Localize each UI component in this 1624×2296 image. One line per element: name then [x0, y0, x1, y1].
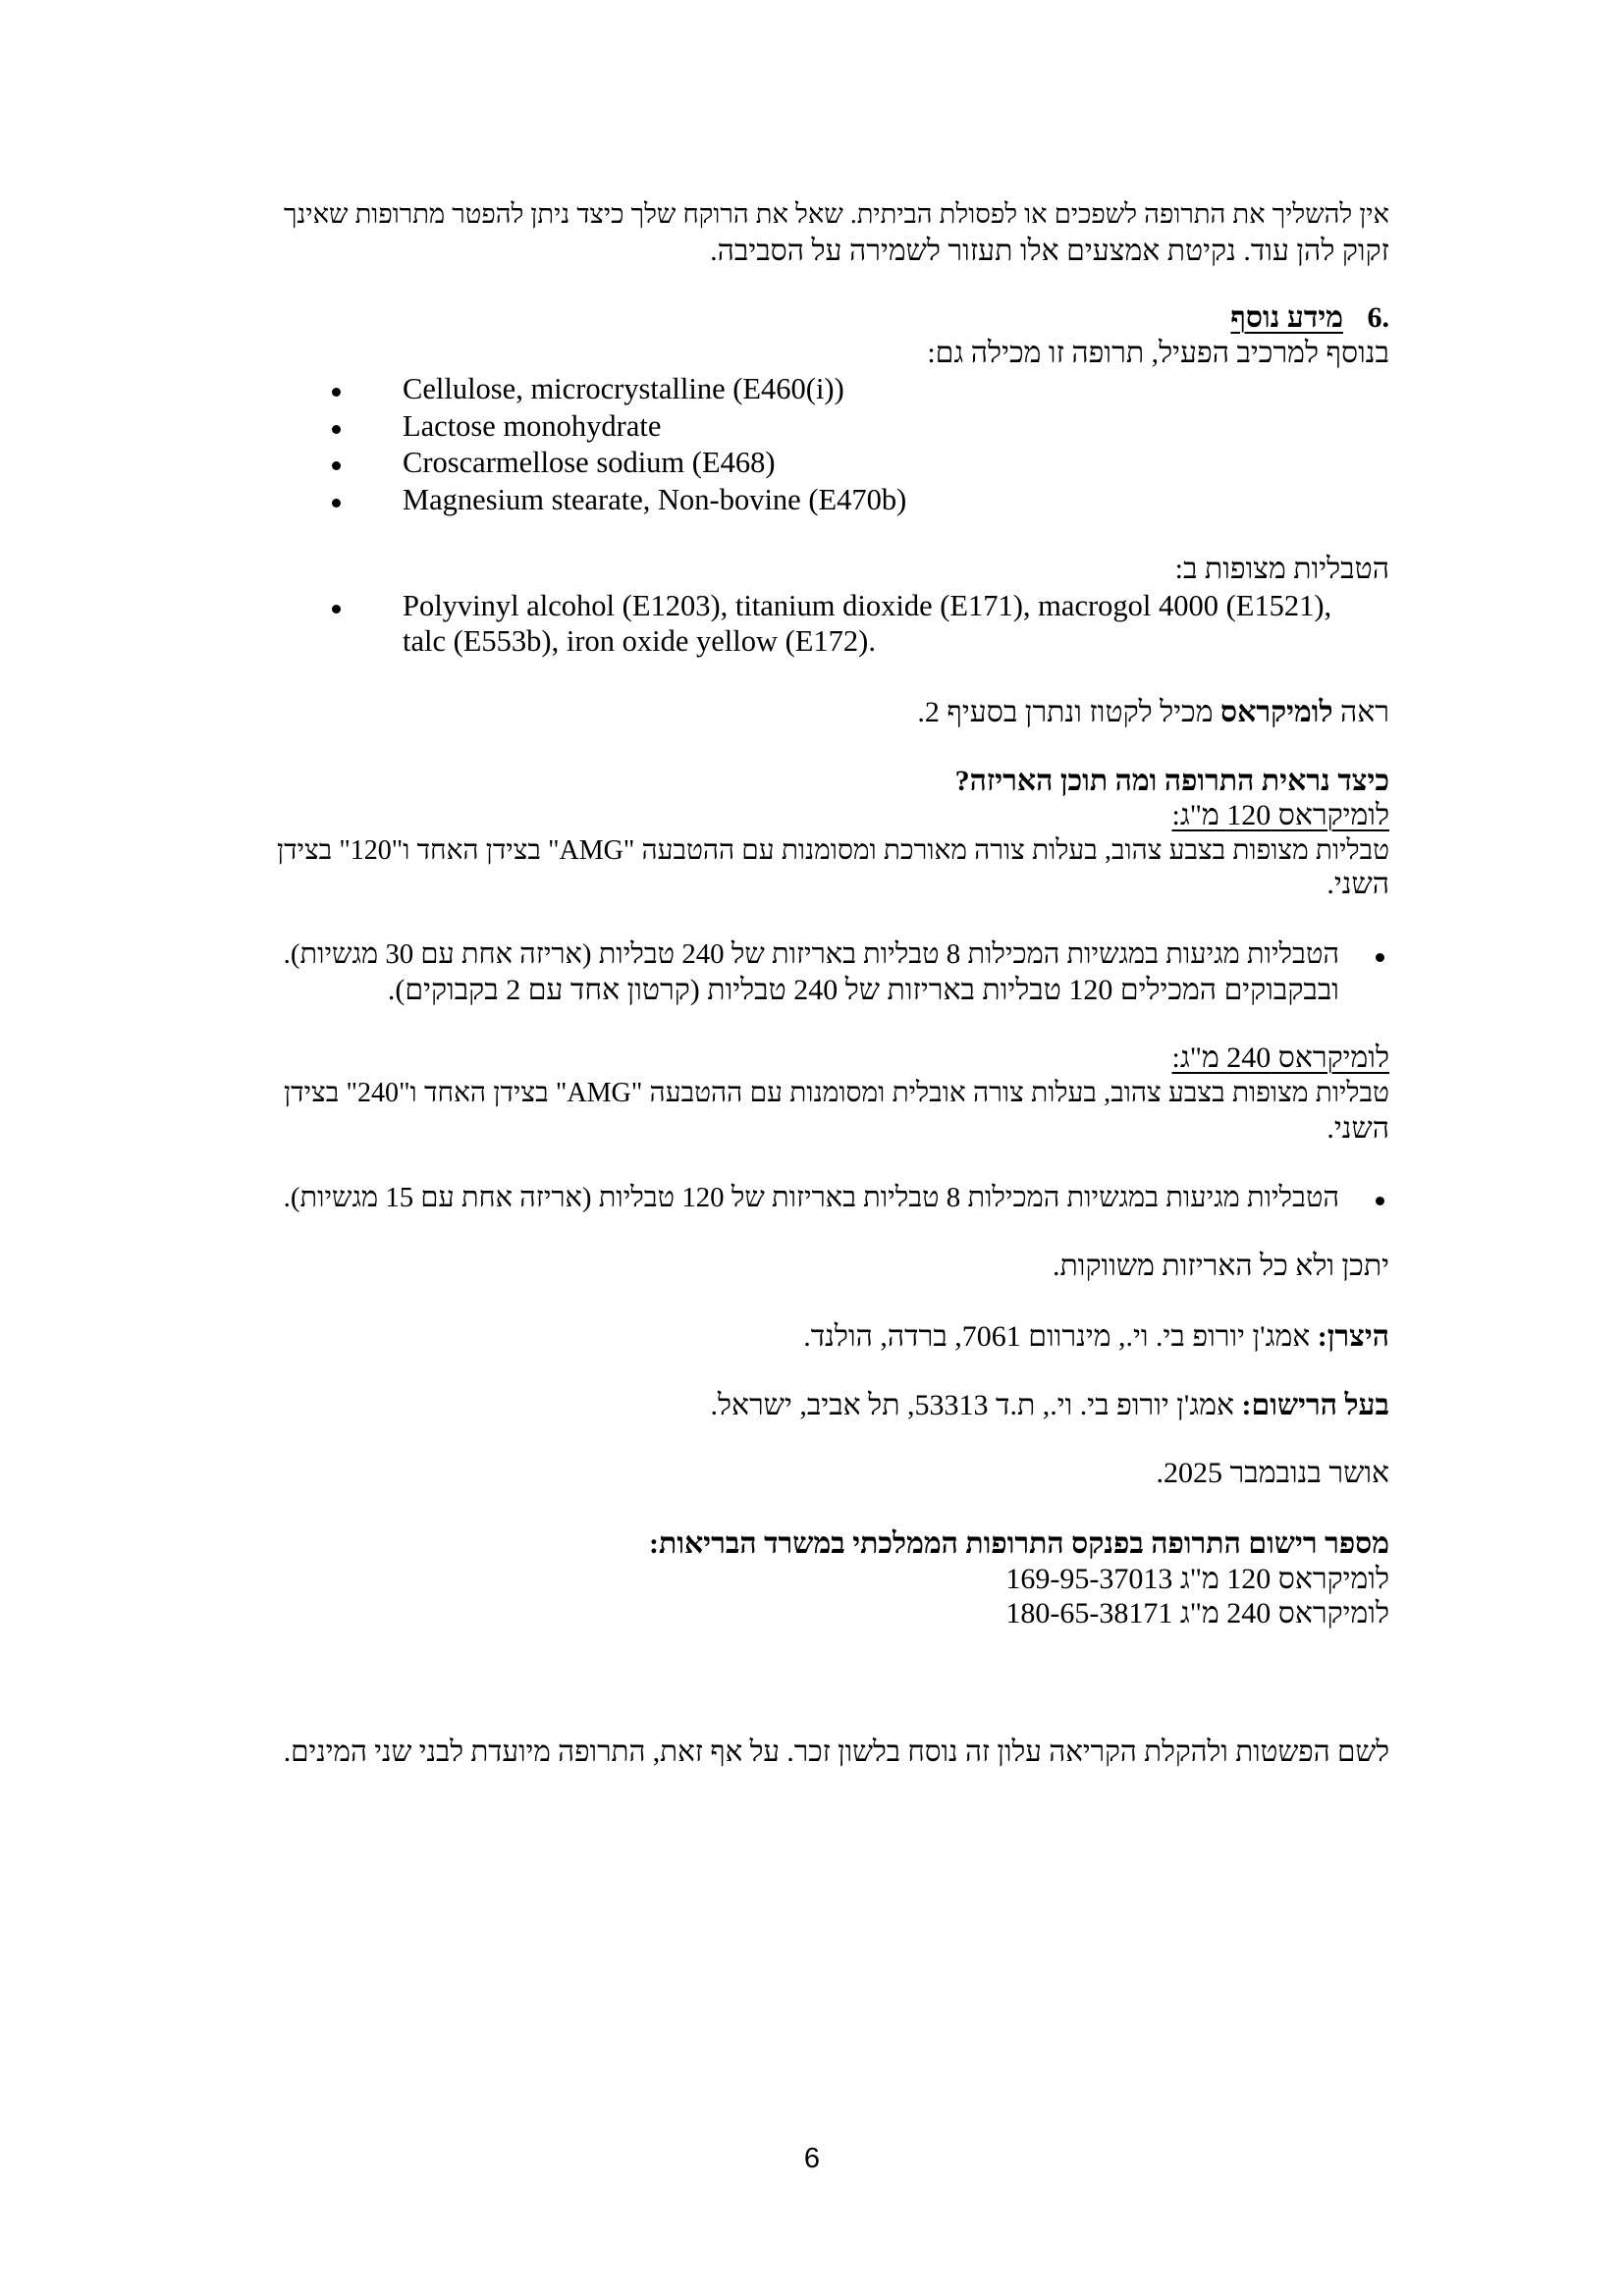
registration-entry-text: לומיקראס 240 מ"ג 180-65-38171 [1005, 1597, 1389, 1629]
registration-entry-text: לומיקראס 120 מ"ג 169-95-37013 [1005, 1563, 1389, 1595]
strength-240-description-text: השני. [1326, 1112, 1389, 1145]
ingredient-text: Croscarmellose sodium (E468) [403, 446, 776, 479]
bullet-icon [332, 425, 341, 434]
disposal-line-1-text: אין להשליך את התרופה לשפכים או לפסולת הביתית. שאל את הרוקח שלך כיצד ניתן להפטר מתרופות שאינך [284, 199, 1389, 229]
manufacturer-label: היצרן: [1317, 1320, 1389, 1353]
strength-240-description-line-2 [280, 1110, 1389, 1147]
bullet-icon [332, 388, 341, 397]
bullet-icon [1376, 953, 1384, 962]
ingredient-item [403, 445, 1389, 481]
strength-120-label [280, 797, 1389, 833]
strength-120-pack-text: ובבקבוקים המכילים 120 טבליות באריזות של 240 טבליות (קרטון אחד עם 2 בקבוקים). [387, 974, 1339, 1006]
license-holder [280, 1387, 1389, 1423]
strength-240-description-line-1 [284, 1075, 1389, 1111]
page-number: 6 [803, 2143, 821, 2174]
ingredient-item [403, 408, 1389, 445]
marketing-note-text: יתכן ולא כל האריזות משווקות. [1053, 1250, 1389, 1282]
strength-240-pack-line-1 [280, 1180, 1339, 1216]
ingredient-text: Cellulose, microcrystalline (E460(i)) [403, 372, 844, 405]
strength-120-description-line-1 [277, 832, 1389, 869]
strength-120-pack-line-1 [280, 936, 1339, 973]
ingredient-item [403, 371, 1389, 407]
section-title [280, 299, 1343, 336]
strength-240-pack-text: הטבליות מגיעות במגשיות המכילות 8 טבליות באריזות של 120 טבליות (אריזה אחת עם 15 מגשיות). [283, 1182, 1339, 1213]
strength-120-description-line-2 [280, 866, 1389, 902]
appearance-heading-text: כיצד נראית התרופה ומה תוכן האריזה? [954, 765, 1389, 797]
lactose-note-suffix: מכיל לקטוז ונתרן בסעיף 2. [917, 696, 1214, 728]
coating-line-1-text: Polyvinyl alcohol (E1203), titanium dioxide (E171), macrogol 4000 (E1521), [403, 589, 1332, 622]
license-holder-label: בעל הרישום: [1241, 1389, 1389, 1421]
ingredient-text: Magnesium stearate, Non-bovine (E470b) [403, 483, 907, 516]
strength-240-label-text: לומיקראס 240 מ"ג: [1171, 1041, 1389, 1074]
registration-entry [280, 1561, 1389, 1597]
marketing-note [280, 1248, 1389, 1284]
license-holder-value: אמג'ן יורופ בי. וי., ת.ד 53313, תל אביב, ישראל. [710, 1389, 1235, 1421]
disposal-line-1 [284, 196, 1389, 233]
registration-heading [280, 1525, 1389, 1562]
bullet-icon [332, 461, 341, 470]
strength-240-label [280, 1040, 1389, 1076]
disposal-line-2 [280, 233, 1389, 269]
lactose-note-prefix: ראה [1340, 696, 1389, 728]
disposal-line-2-text: זקוק להן עוד. נקיטת אמצעים אלו תעזור לשמירה על הסביבה. [710, 235, 1389, 267]
gender-note [280, 1735, 1389, 1771]
ingredients-intro-text: בנוסף למרכיב הפעיל, תרופה זו מכילה גם: [927, 337, 1389, 369]
strength-120-label-text: לומיקראס 120 מ"ג: [1171, 799, 1389, 831]
bullet-icon [332, 605, 341, 614]
registration-entry [280, 1595, 1389, 1631]
coating-intro [280, 551, 1389, 587]
approval-date [280, 1455, 1389, 1491]
product-name: לומיקראס [1220, 696, 1333, 728]
manufacturer [280, 1318, 1389, 1355]
manufacturer-value: אמג'ן יורופ בי. וי., מינרוום 7061, ברדה, הולנד. [803, 1320, 1311, 1353]
ingredients-intro [280, 335, 1389, 371]
strength-120-description-text: טבליות מצופות בצבע צהוב, בעלות צורה מאורכת ומסומנות עם ההטבעה "AMG" בצידן האחד ו"120" בצידן [277, 835, 1389, 866]
bullet-icon [332, 499, 341, 507]
registration-heading-text: מספר רישום התרופה בפנקס התרופות הממלכתי במשרד הבריאות: [649, 1527, 1389, 1560]
strength-120-pack-line-2 [280, 972, 1339, 1008]
gender-note-text: לשם הפשטות ולהקלת הקריאה עלון זה נוסח בלשון זכר. על אף זאת, התרופה מיועדת לבני שני המינים. [283, 1736, 1389, 1768]
approval-date-text: אושר בנובמבר 2025. [1156, 1457, 1389, 1489]
bullet-icon [1376, 1197, 1384, 1205]
section-title-text: מידע נוסף [1230, 301, 1343, 334]
coating-line-2 [403, 623, 1389, 660]
ingredient-text: Lactose monohydrate [403, 409, 662, 443]
strength-120-pack-text: הטבליות מגיעות במגשיות המכילות 8 טבליות באריזות של 240 טבליות (אריזה אחת עם 30 מגשיות). [283, 938, 1339, 970]
ingredient-item [403, 482, 1389, 518]
lactose-note [280, 694, 1389, 730]
appearance-heading [280, 763, 1389, 799]
strength-120-description-text: השני. [1326, 868, 1389, 900]
coating-intro-text: הטבליות מצופות ב: [1174, 553, 1389, 585]
coating-line-2-text: talc (E553b), iron oxide yellow (E172). [403, 624, 876, 658]
section-number: 6. [1367, 301, 1389, 334]
coating-line-1 [403, 588, 1389, 624]
strength-240-description-text: טבליות מצופות בצבע צהוב, בעלות צורה אובלית ומסומנות עם ההטבעה "AMG" בצידן האחד ו"240" בצידן [284, 1078, 1389, 1108]
